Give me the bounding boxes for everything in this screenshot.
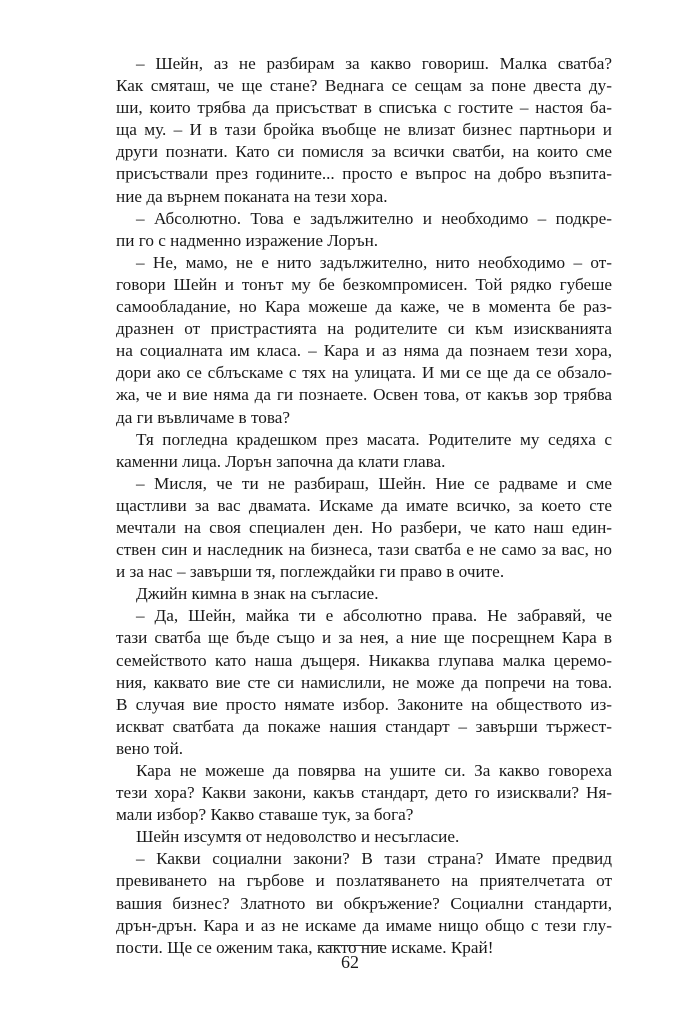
text-line: самообладание, но Кара можеше да каже, че в момента бе раз- <box>116 297 612 317</box>
text-line: тези хора? Какви закони, какъв стандарт, дето го изисквали? Ня- <box>116 783 612 803</box>
text-line: вено той. <box>116 738 184 758</box>
text-line: Как смяташ, че ще стане? Веднага се сещам за поне двеста ду- <box>116 76 612 96</box>
text-line: присъствали през годините... просто е въпрос на добро възпита- <box>116 164 612 184</box>
text-line: ши, които трябва да присъстват в списъка с гостите – настоя ба- <box>116 98 612 118</box>
text-line: В случая вие просто нямате избор. Законите на обществото из- <box>116 694 612 714</box>
text-line: да ги въвличаме в това? <box>116 407 290 427</box>
text-line: вашия бизнес? Златното ви обкръжение? Социални стандарти, <box>116 893 612 913</box>
body-text <box>116 53 612 959</box>
text-line: – Не, мамо, не е нито задължително, нито необходимо – от- <box>136 252 612 272</box>
text-line: жа, че и вие няма да ги познаете. Освен това, от какъв зор трябва <box>116 385 612 405</box>
text-line: и за нас – завърши тя, поглеждайки ги право в очите. <box>116 562 505 582</box>
text-line: Кара не можеше да повярва на ушите си. За какво говореха <box>136 761 612 780</box>
text-line: дразнен от пристрастията на родителите си към изискванията <box>116 319 612 339</box>
text-line: мечтали на своя специален ден. Но разбери, че като наш един- <box>116 517 612 537</box>
text-line: пи го с надменно изражение Лорън. <box>116 230 379 250</box>
text-line: на социалната им класа. – Кара и аз няма да познаем тези хора, <box>116 341 612 361</box>
text-line: други познати. Като си помисля за всички сватби, на които сме <box>116 142 612 162</box>
text-line: – Какви социални закони? В тази страна? Имате предвид <box>136 849 612 869</box>
text-line: ствен син и наследник на бизнеса, тази сватба е не само за вас, но <box>116 540 612 560</box>
text-line: Тя погледна крадешком през масата. Родителите му седяха с <box>136 429 612 449</box>
text-line: дори ако се сблъскаме с тях на улицата. И ми се ще да се обзало- <box>116 363 612 383</box>
text-line: мали избор? Какво ставаше тук, за бога? <box>116 805 414 825</box>
text-line: ща му. – И в тази бройка въобще не влизат бизнес партньори и <box>116 120 612 140</box>
text-line: превиването на гърбове и позлатяването на приятелчетата от <box>116 871 612 891</box>
text-line: – Да, Шейн, майка ти е абсолютно права. Не забравяй, че <box>136 606 612 626</box>
text-line: – Мисля, че ти не разбираш, Шейн. Ние се радваме и сме <box>136 473 612 493</box>
page-number: 62 <box>341 952 359 972</box>
text-line: каменни лица. Лорън започна да клати глава. <box>116 451 446 471</box>
text-line: дрън-дрън. Кара и аз не искаме да имаме нищо общо с тези глу- <box>116 915 612 935</box>
page-number-rule <box>318 945 382 946</box>
text-line: – Абсолютно. Това е задължително и необходимо – подкре- <box>136 208 612 228</box>
text-line: ния, каквато вие сте си намислили, не може да попречи на това. <box>116 672 612 692</box>
text-line: – Шейн, аз не разбирам за какво говориш. Малка сватба? <box>136 54 612 73</box>
text-line: ние да върнем поканата на тези хора. <box>116 186 388 206</box>
text-line: Джийн кимна в знак на съгласие. <box>136 584 379 604</box>
text-line: пости. Ще се оженим така, както ние искаме. Край! <box>116 937 494 957</box>
text-line: искват сватбата да покаже нашия стандарт – завърши тържест- <box>116 716 612 736</box>
text-line: Шейн изсумтя от недоволство и несъгласие. <box>136 827 460 847</box>
text-line: тази сватба ще бъде също и за нея, а ние ще посрещнем Кара в <box>116 628 612 648</box>
text-line: семейството като наша дъщеря. Никаква глупава малка церемо- <box>116 650 612 670</box>
text-line: говори Шейн и тонът му бе безкомпромисен. Той рядко губеше <box>116 274 612 294</box>
text-line: щастливи за вас двамата. Искаме да имате всичко, за което сте <box>116 495 612 515</box>
